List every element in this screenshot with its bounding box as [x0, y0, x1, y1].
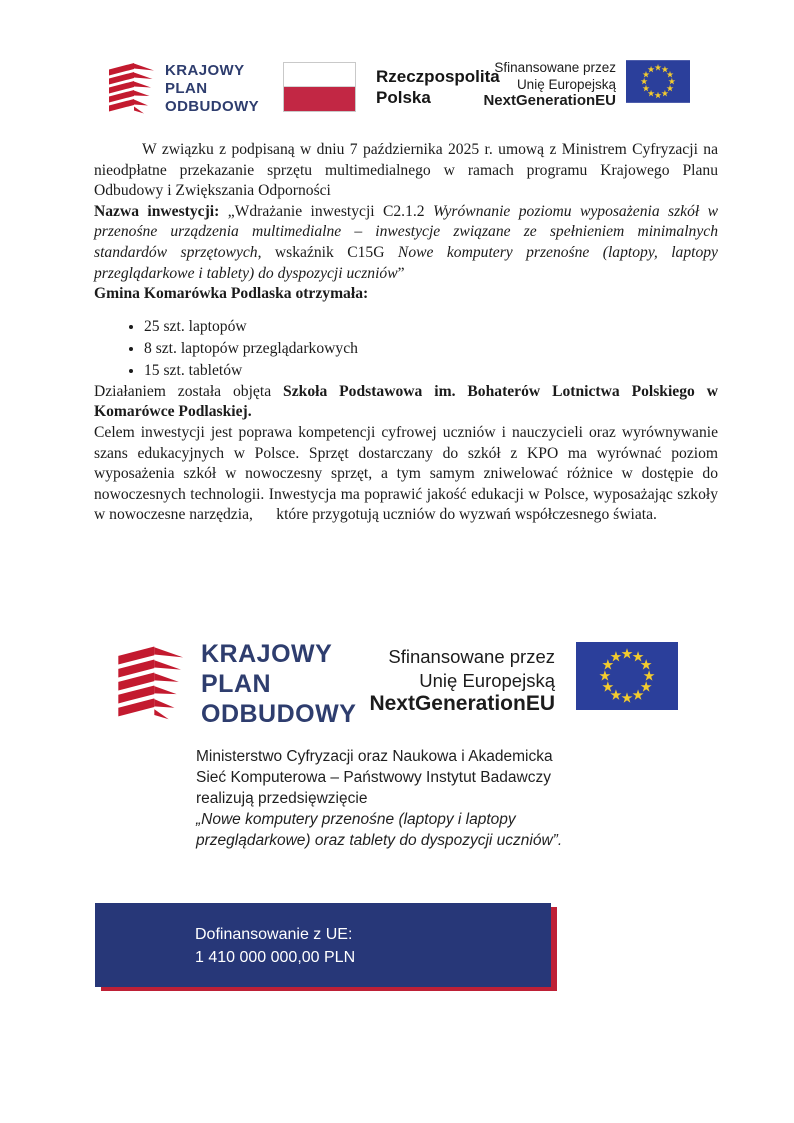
- project-title-line: „Nowe komputery przenośne (laptopy i laptopy: [196, 811, 516, 828]
- investment-name-paragraph: Nazwa inwestycji: „Wdrażanie inwestycji C2.1.2 Wyrównanie poziomu wyposażenia szkół w przenośne urządzenia multimedialne – inwestycje związane ze spełnieniem minimalnych standardów sprzętowych, wskaźnik C15G Nowe komputery przenośne (laptopy, laptopy przeglądarkowe i tablety) do dyspozycji uczniów”: [94, 202, 718, 282]
- grant-amount: 1 410 000 000,00 PLN: [195, 949, 356, 966]
- eu-caption-line: Unię Europejską: [419, 669, 555, 691]
- eu-funding-caption: [458, 60, 616, 110]
- nextgenerationeu-wordmark: NextGenerationEU: [483, 92, 616, 109]
- kpo-word-line: KRAJOWY: [165, 62, 245, 79]
- kpo-building-icon: [114, 638, 186, 730]
- kpo-wordmark: [201, 639, 356, 729]
- project-title-line: przeglądarkowe) oraz tablety do dyspozycji uczniów”.: [196, 832, 563, 849]
- list-item: • 25 szt. laptopów: [144, 316, 718, 338]
- eu-caption-line: Sfinansowane przez: [388, 646, 555, 667]
- ministry-line: Ministerstwo Cyfryzacji oraz Naukowa i Akademicka: [196, 748, 553, 765]
- poland-word-line: Rzeczpospolita: [376, 67, 500, 86]
- eu-funding-logo-small: [458, 60, 690, 110]
- list-item: • 15 szt. tabletów: [144, 360, 718, 382]
- kpo-logo-small: [106, 56, 259, 122]
- kpo-word-line: ODBUDOWY: [165, 98, 260, 115]
- eu-caption-line: Unię Europejską: [516, 76, 616, 92]
- list-item: • 8 szt. laptopów przeglądarkowych: [144, 338, 718, 360]
- poland-flag-icon: [283, 62, 356, 112]
- kpo-wordmark: [165, 62, 259, 116]
- eu-flag-large: [570, 642, 684, 715]
- grant-box: [95, 903, 551, 987]
- kpo-word-line: PLAN: [201, 670, 272, 698]
- eu-funding-caption-large: [356, 645, 555, 716]
- kpo-word-line: KRAJOWY: [201, 640, 333, 668]
- equipment-list: [94, 316, 718, 382]
- kpo-word-line: PLAN: [165, 80, 208, 97]
- goal-paragraph: Celem inwestycji jest poprawa kompetencji cyfrowej uczniów i nauczycieli oraz wyrównywanie szans edukacyjnych w Polsce. Sprzęt dostarczany do szkół z KPO ma wyrównać poziom wyposażenia szkół w nowoczesny sprzęt, a tym samym zniwelować różnice w dostępie do nowoczesnych technologii. Inwestycja ma poprawić jakość edukacji w Polsce, wyposażając szkoły w nowoczesne narzędzia, które przygotują uczniów do wyzwań współczesnego świata.: [94, 423, 718, 524]
- received-heading: Gmina Komarówka Podlaska otrzymała:: [94, 285, 369, 303]
- kpo-word-line: ODBUDOWY: [201, 700, 357, 728]
- grant-label: Dofinansowanie z UE:: [195, 926, 353, 943]
- eu-flag-icon: [570, 642, 684, 710]
- nextgenerationeu-wordmark: NextGenerationEU: [369, 692, 555, 715]
- ministry-line: realizują przedsięwzięcie: [196, 790, 368, 807]
- intro-paragraph: W związku z podpisaną w dniu 7 października 2025 r. umową z Ministrem Cyfryzacji na nieodpłatne przekazanie sprzętu multimedialnego w ramach programu Krajowego Planu Odbudowy i Zwiększania Odporności: [94, 141, 718, 200]
- ministry-caption: [196, 746, 586, 851]
- eu-flag-icon: [626, 60, 690, 103]
- kpo-logo-large: [114, 638, 356, 730]
- kpo-building-icon: [106, 56, 156, 122]
- school-paragraph: Działaniem została objęta Szkoła Podstawowa im. Bohaterów Lotnictwa Polskiego w Komarówce Podlaskiej.: [94, 382, 718, 421]
- eu-caption-line: Sfinansowane przez: [494, 60, 616, 75]
- ministry-line: Sieć Komputerowa – Państwowy Instytut Badawczy: [196, 769, 551, 786]
- document-body: [94, 140, 718, 526]
- poland-word-line: Polska: [376, 88, 431, 107]
